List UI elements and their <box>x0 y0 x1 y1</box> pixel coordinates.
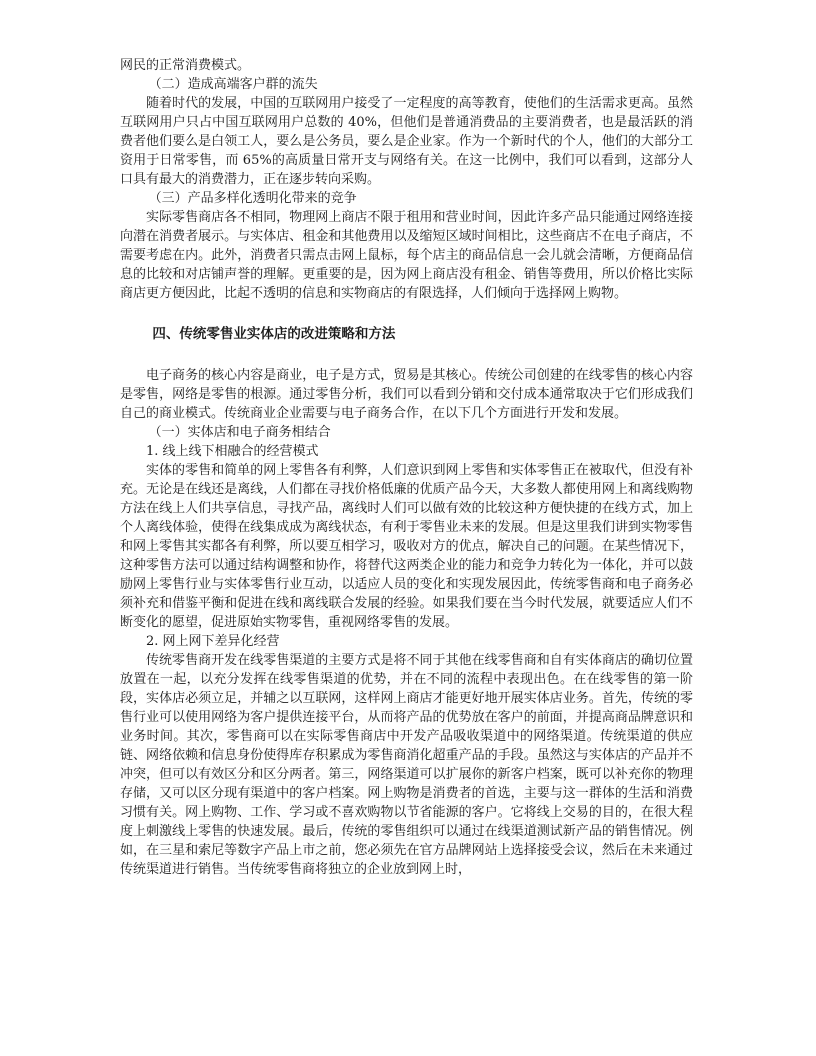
subheading-high-end-customer-loss: （二）造成高端客户群的流失 <box>148 77 318 92</box>
subheading-product-diversity: （三）产品多样化透明化带来的竞争 <box>148 191 357 206</box>
item-heading-online-offline-model: 1. 线上线下相融合的经营模式 <box>146 444 319 459</box>
paragraph-differentiated-operation: 传统零售商开发在线零售渠道的主要方式是将不同于其他在线零售商和自有实体商店的确切位置放置在一起，以充分发挥在线零售渠道的优势，并在不同的流程中表现出色。在在线零售的第一阶段，实体店必须立足，并辅之以互联网，这样网上商店才能更好地开展实体店业务。首先，传统的零售行业可以使用网络为客户提供连接平台，从而将产品的优势放在客户的前面，并提高商品牌意识和业务时间。其次，零售商可以在实际零售商店中开发产品吸收渠道中的网络渠道。传统渠道的供应链、网络依赖和信息身份使得库存积累成为零售商消化超重产品的手段。虽然这与实体店的产品并不冲突，但可以有效区分和区分两者。第三，网络渠道可以扩展你的新客户档案，既可以补充你的物理存储，又可以区分现有渠道中的客户档案。网上购物是消费者的首选，主要与这一群体的生活和消费习惯有关。网上购物、工作、学习或不喜欢购物以节省能源的客户。它将线上交易的目的，在很大程度上刺激线上零售的快速发展。最后，传统的零售组织可以通过在线渠道测试新产品的销售情况。例如，在三星和索尼等数字产品上市之前，您必须先在官方品牌网站上选择接受会议，然后在未来通过传统渠道进行销售。当传统零售商将独立的企业放到网上时， <box>120 653 693 877</box>
section-heading-improvement-strategies: 四、传统零售业实体店的改进策略和方法 <box>152 326 396 342</box>
paragraph-ecommerce-core: 电子商务的核心内容是商业，电子是方式，贸易是其核心。传统公司创建的在线零售的核心内容是零售，网络是零售的根源。通过零售分析，我们可以看到分销和交付成本通常取决于它们形成我们自己的商业模式。传统商业企业需要与电子商务合作，在以下几个方面进行开发和发展。 <box>120 368 693 421</box>
paragraph-online-offline-model: 实体的零售和简单的网上零售各有利弊，人们意识到网上零售和实体零售正在被取代，但没有补充。无论是在线还是离线，人们都在寻找价格低廉的优质产品今天，大多数人都使用网上和离线购物方法在线上人们共享信息，寻找产品，离线时人们可以做有效的比较这种方便快捷的在线方式，加上个人离线体验，使得在线集成成为离线状态，有利于零售业未来的发展。但是这里我们讲到实物零售和网上零售其实都各有利弊，所以要互相学习，吸收对方的优点，解决自己的问题。在某些情况下，这种零售方法可以通过结构调整和协作，将替代这两类企业的能力和竞争力转化为一体化，并可以鼓励网上零售行业与实体零售行业互动，以适应人员的变化和实现发展因此，传统零售商和电子商务必须补充和借鉴平衡和促进在线和离线联合发展的经验。如果我们要在当今时代发展，就要适应人们不断变化的愿望，促进原始实物零售，重视网络零售的发展。 <box>120 463 693 630</box>
paragraph-continuation: 网民的正常消费模式。 <box>120 58 251 73</box>
paragraph-internet-users: 随着时代的发展，中国的互联网用户接受了一定程度的高等教育，使他们的生活需求更高。虽然互联网用户只占中国互联网用户总数的 40%，但他们是普通消费品的主要消费者，也是最活跃的消费者他们要么是白领工人，要么是公务员，要么是企业家。作为一个新时代的个人，他们的大部分工资用于日常零售，而 65%的高质量日常开支与网络有关。在这一比例中，我们可以看到，这部分人口具有最大的消费潜力，正在逐步转向采购。 <box>120 96 693 187</box>
item-heading-differentiated-operation: 2. 网上网下差异化经营 <box>146 634 280 649</box>
document-body <box>120 56 693 879</box>
paragraph-store-competition: 实际零售商店各不相同，物理网上商店不限于租用和营业时间，因此许多产品只能通过网络连接向潜在消费者展示。与实体店、租金和其他费用以及缩短区域时间相比，这些商店不在电子商店，不需要考虑在内。此外，消费者只需点击网上鼠标，每个店主的商品信息一会儿就会清晰，方便商品信息的比较和对店铺声誉的理解。更重要的是，因为网上商店没有租金、销售等费用，所以价格比实际商店更方便因此，比起不透明的信息和实物商店的有限选择，人们倾向于选择网上购物。 <box>120 210 693 301</box>
subheading-combine-store-ecommerce: （一）实体店和电子商务相结合 <box>148 425 331 440</box>
